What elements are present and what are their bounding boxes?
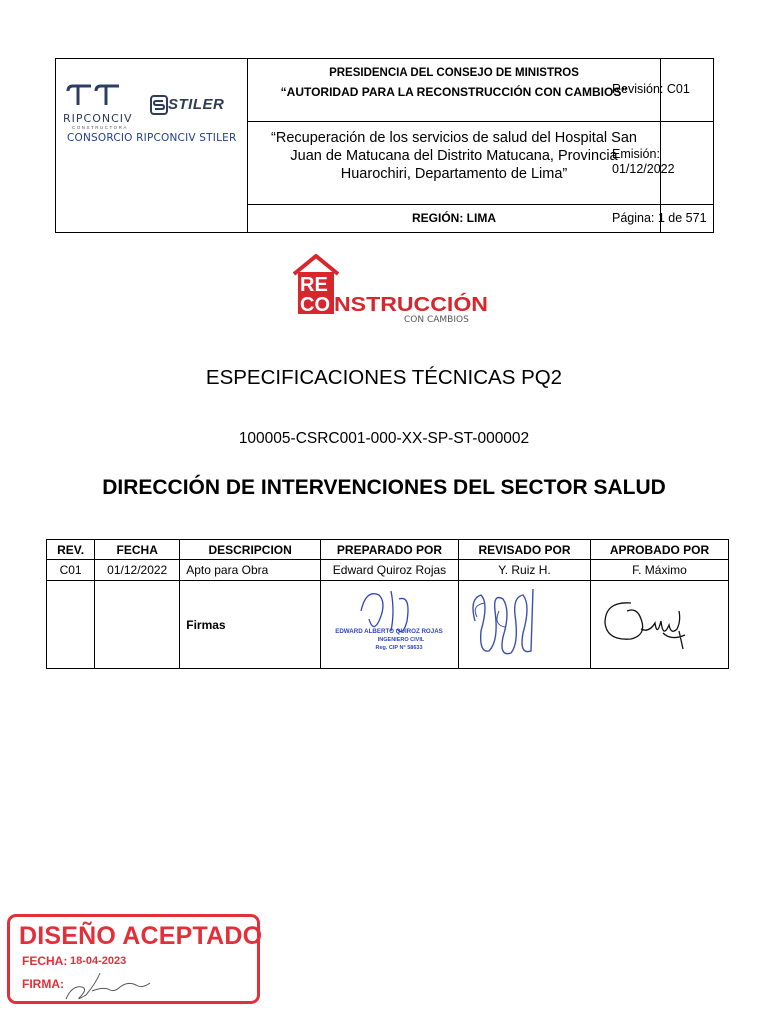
logo-re-text: RE (300, 274, 328, 296)
approver-signature-cell (590, 581, 728, 669)
cell-approved-by: F. Máximo (590, 560, 728, 581)
logo-co-text: CO (300, 294, 330, 316)
reviewer-signature-icon (459, 581, 590, 665)
project-name: “Recuperación de los servicios de salud del Hospital San Juan de Matucana del Distrito Matucana, Provincia Huarochiri, Departamento de Lima” (271, 130, 637, 182)
col-header-approved-by: APROBADO POR (590, 540, 728, 560)
col-header-description: DESCRIPCION (180, 540, 321, 560)
ripconciv-logo-icon (66, 83, 126, 111)
region-label: REGIÓN: LIMA (412, 211, 496, 225)
stamp-title: DISEÑO ACEPTADO (19, 922, 263, 950)
col-header-date: FECHA (95, 540, 180, 560)
page-number: Página: 1 de 571 (612, 211, 707, 225)
approver-signature-icon (591, 581, 728, 665)
ripconciv-subtitle: CONSTRUCTORA (72, 125, 128, 130)
stamp-signature-label: FIRMA: (22, 977, 64, 991)
preparer-stamp-title: INGENIERO CIVIL (377, 637, 425, 643)
stamp-signature-icon (62, 965, 162, 1005)
cell-prepared-by: Edward Quiroz Rojas (320, 560, 458, 581)
table-header-row (47, 540, 729, 560)
revision-label: Revisión: C01 (612, 82, 690, 96)
document-code: 100005-CSRC001-000-XX-SP-ST-000002 (238, 430, 530, 447)
cell-reviewed-by: Y. Ruiz H. (458, 560, 590, 581)
cell-description: Apto para Obra (180, 560, 321, 581)
presidency-heading: PRESIDENCIA DEL CONSEJO DE MINISTROS (329, 67, 579, 79)
stamp-date-label: FECHA: (22, 954, 68, 968)
logo-subtitle-text: CON CAMBIOS (404, 315, 469, 325)
stiler-logo-icon (150, 95, 168, 115)
ripconciv-name: RIPCONCIV (63, 112, 133, 125)
divider (661, 121, 713, 122)
direction-title: DIRECCIÓN DE INTERVENCIONES DEL SECTOR SALUD (102, 476, 666, 499)
header-logo-cell (56, 59, 248, 232)
col-header-reviewed-by: REVISADO POR (458, 540, 590, 560)
header-title-cell (248, 59, 661, 232)
stamp-date: 18-04-2023 (70, 955, 127, 967)
reviewer-signature-cell (458, 581, 590, 669)
signature-row (47, 581, 729, 669)
divider (661, 204, 713, 205)
logo-nstruccion-text: NSTRUCCIÓN (334, 294, 468, 316)
col-header-prepared-by: PREPARADO POR (320, 540, 458, 560)
table-row (47, 560, 729, 581)
divider (248, 121, 660, 122)
divider (248, 204, 660, 205)
cell-empty (47, 581, 95, 669)
design-accepted-stamp (7, 914, 263, 1004)
cell-rev: C01 (47, 560, 95, 581)
preparer-signature-cell (320, 581, 458, 669)
cell-date: 01/12/2022 (95, 560, 180, 581)
revisions-table (46, 539, 729, 669)
col-header-rev: REV. (47, 540, 95, 560)
preparer-stamp-reg: Reg. CIP N° 58633 (375, 645, 423, 651)
emission-label: Emisión: (612, 147, 660, 161)
preparer-signature-icon (321, 581, 458, 665)
stiler-name: STILER (168, 96, 225, 113)
consortium-name: CONSORCIO RIPCONCIV STILER (67, 132, 237, 144)
signature-label: Firmas (180, 581, 321, 669)
emission-date: 01/12/2022 (612, 162, 675, 176)
cell-empty (95, 581, 180, 669)
reconstruccion-logo (290, 252, 490, 326)
preparer-stamp-name: EDWARD ALBERTO QUIROZ ROJAS (335, 628, 443, 635)
document-title: ESPECIFICACIONES TÉCNICAS PQ2 (205, 366, 563, 389)
authority-heading: “AUTORIDAD PARA LA RECONSTRUCCIÓN CON CAMBIOS” (280, 85, 628, 99)
